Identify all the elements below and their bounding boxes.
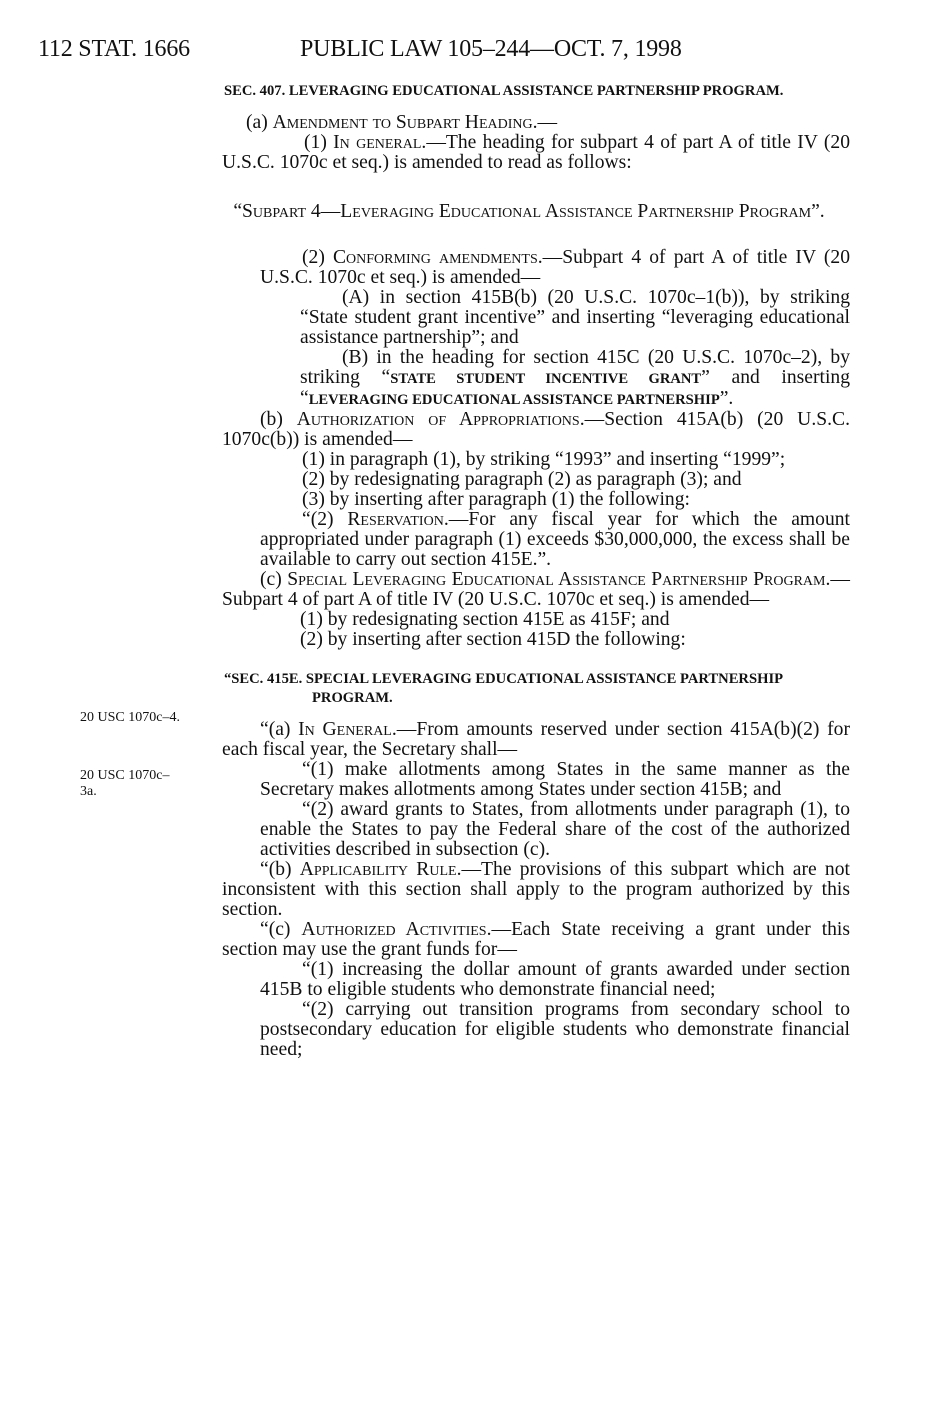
subsection-c (222, 570, 850, 610)
paragraph-a1-label: (1) (304, 132, 334, 153)
inserted-paragraph-reservation (260, 510, 850, 570)
document-body (222, 82, 850, 1060)
section-407-heading: SEC. 407. LEVERAGING EDUCATIONAL ASSISTANCE PARTNERSHIP PROGRAM. (224, 83, 784, 99)
margin-note-citation-2-line1: 20 USC 1070c– (80, 768, 170, 783)
inserted-paragraph-reservation-text: .—For any fiscal year for which the amount appropriated under paragraph (1) exceeds $30,000,000, the excess shall be available to carry out section 415E.”. (260, 509, 850, 570)
subparagraph-a2B-text-2: ” and inserting “ (300, 367, 851, 409)
subsection-b-paragraphs (222, 450, 850, 570)
paragraph-a1-text: .—The heading for subpart 4 of part A of title IV (20 U.S.C. 1070c et seq.) is amended to read as follows: (222, 132, 851, 173)
stat-page-number: 112 STAT. 1666 (38, 36, 190, 62)
quoted-subsection-a-text: .—From amounts reserved under section 415A(b)(2) for each fiscal year, the Secretary shall— (222, 719, 851, 760)
quoted-subsection-c (222, 920, 850, 960)
quoted-subsection-a-heading: In General (298, 719, 392, 740)
subsection-c-paragraphs (222, 610, 850, 650)
margin-note-citation-2 (80, 768, 210, 800)
paragraph-c1: (1) by redesignating section 415E as 415F; and (300, 609, 670, 630)
subparagraph-a2B (260, 348, 850, 410)
quoted-paragraph-a1: “(1) make allotments among States in the same manner as the Secretary makes allotments among States under section 415B; and (260, 759, 850, 800)
quoted-subsection-a-label: “(a) (260, 719, 299, 740)
subparagraph-a2B-struck-heading: STATE STUDENT INCENTIVE GRANT (390, 371, 702, 387)
subpart-4-heading: “Subpart 4—Leveraging Educational Assistance Partnership Program”. (233, 201, 825, 222)
quoted-subsection-c-heading: Authorized Activities (301, 919, 487, 940)
subparagraph-a2A: (A) in section 415B(b) (20 U.S.C. 1070c–1(b)), by striking “State student grant incentive” and inserting “leveraging educational assistance partnership”; and (300, 287, 850, 348)
paragraph-a2-heading: Conforming amendments (332, 247, 538, 268)
subsection-c-label: (c) (260, 569, 288, 590)
quoted-subsection-b (222, 860, 850, 920)
subparagraph-a2B-text-1: (B) in the heading for section 415C (20 U.S.C. 1070c–2), by striking “ (300, 347, 850, 388)
subparagraph-a2B-new-heading: LEVERAGING EDUCATIONAL ASSISTANCE PARTNERSHIP (308, 392, 720, 408)
paragraph-b1: (1) in paragraph (1), by striking “1993” and inserting “1999”; (302, 449, 786, 470)
inserted-paragraph-reservation-heading: Reservation (347, 509, 444, 530)
subparagraph-a2B-text-3: ”. (719, 388, 734, 409)
paragraph-a2-block (222, 248, 850, 410)
paragraph-a2-label: (2) (302, 247, 333, 268)
inserted-paragraph-reservation-label: “(2) (302, 509, 348, 530)
subsection-a-heading: Amendment to Subpart Heading (272, 112, 533, 133)
subsection-c-heading: Special Leveraging Educational Assistance Partnership Program (287, 569, 826, 590)
subsection-a (222, 113, 850, 133)
subsection-b (222, 410, 850, 450)
subsection-b-heading: Authorization of Appropriations (296, 409, 580, 430)
paragraph-a1-heading: In general (333, 132, 422, 153)
quoted-subsection-a-paragraphs (222, 760, 850, 860)
subsection-b-text: .—Section 415A(b) (20 U.S.C. 1070c(b)) is amended— (222, 409, 850, 450)
quoted-subsection-c-paragraphs (222, 960, 850, 1060)
margin-note-citation-2-line2: 3a. (80, 784, 97, 799)
paragraph-a2-text: .—Subpart 4 of part A of title IV (20 U.S.C. 1070c et seq.) is amended— (260, 247, 850, 288)
quoted-paragraph-c1: “(1) increasing the dollar amount of grants awarded under section 415B to eligible students who demonstrate financial need; (260, 959, 850, 1000)
subsection-b-label: (b) (260, 409, 297, 430)
paragraph-c2: (2) by inserting after section 415D the following: (300, 629, 686, 650)
margin-note-citation-1: 20 USC 1070c–4. (80, 710, 180, 725)
public-law-title: PUBLIC LAW 105–244—OCT. 7, 1998 (300, 36, 682, 62)
quoted-subsection-a (222, 720, 850, 760)
paragraph-b2: (2) by redesignating paragraph (2) as paragraph (3); and (302, 469, 742, 490)
subsection-c-text: .—Subpart 4 of part A of title IV (20 U.S.C. 1070c et seq.) is amended— (222, 569, 850, 610)
subsection-a-label: (a) (246, 112, 273, 133)
quoted-subsection-b-heading: Applicability Rule (299, 859, 457, 880)
running-header (38, 36, 738, 66)
paragraph-a2 (260, 248, 850, 288)
paragraph-a1 (222, 133, 850, 173)
quoted-paragraph-c2: “(2) carrying out transition programs from secondary school to postsecondary education for eligible students who demonstrate financial need; (260, 999, 850, 1060)
subsection-a-dash: .— (532, 112, 558, 133)
quoted-subsection-b-text: .—The provisions of this subpart which are not inconsistent with this section shall apply to the program authorized by this section. (222, 859, 850, 920)
section-415E-heading: “SEC. 415E. SPECIAL LEVERAGING EDUCATIONAL ASSISTANCE PARTNERSHIP PROGRAM. (224, 671, 783, 706)
quoted-paragraph-a2: “(2) award grants to States, from allotments under paragraph (1), to enable the States to pay the Federal share of the cost of the authorized activities described in subsection (c). (260, 799, 850, 860)
quoted-subsection-c-label: “(c) (260, 919, 302, 940)
quoted-subsection-b-label: “(b) (260, 859, 300, 880)
paragraph-b3: (3) by inserting after paragraph (1) the following: (302, 489, 690, 510)
quoted-subsection-c-text: .—Each State receiving a grant under this section may use the grant funds for— (222, 919, 851, 960)
